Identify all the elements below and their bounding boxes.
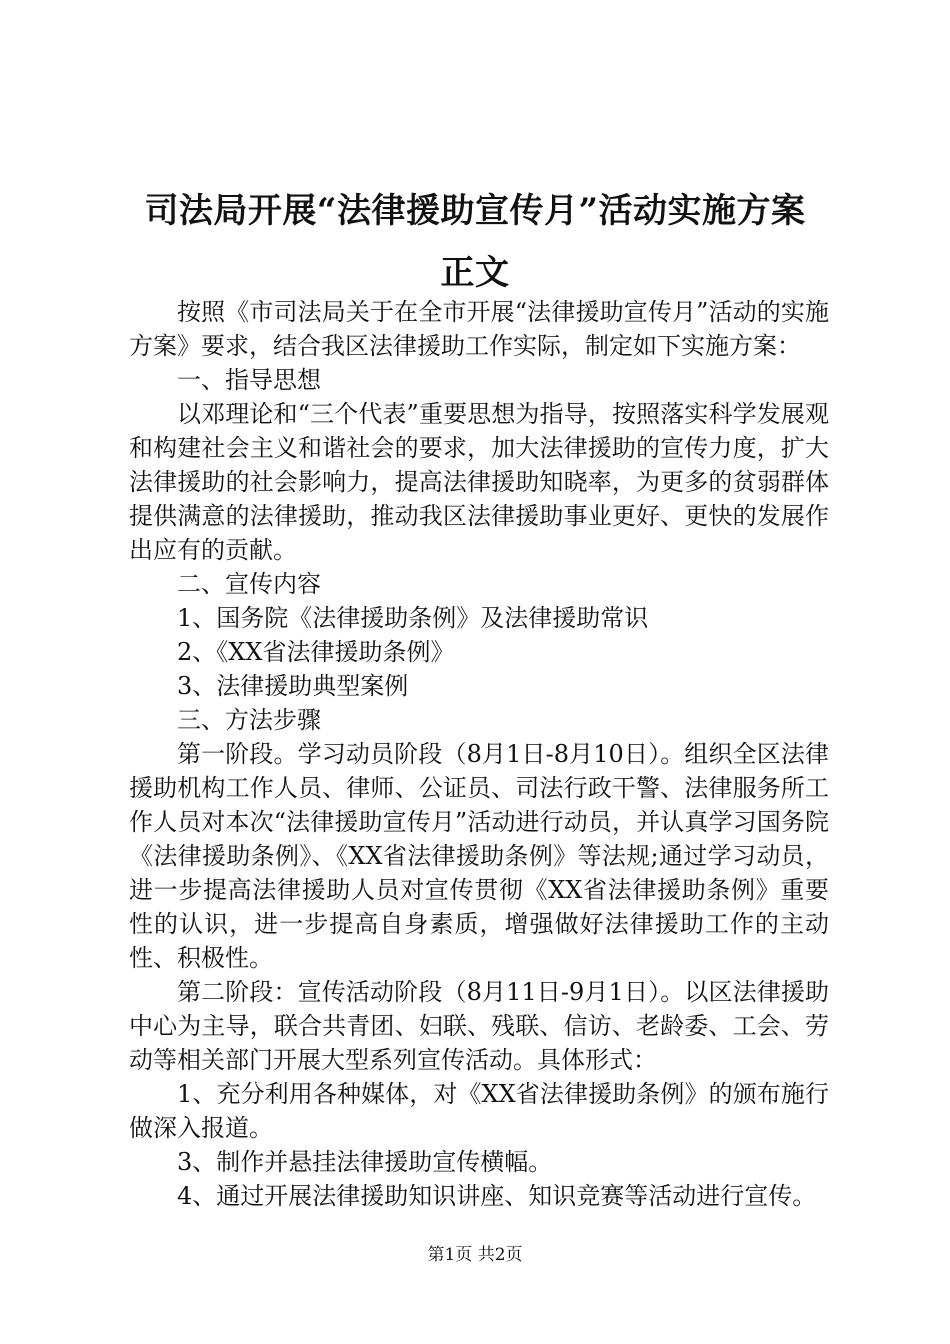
section-heading-guiding-thought: 一、指导思想 [177,366,321,394]
list-item-content-3: 3、法律援助典型案例 [177,672,409,700]
title-line-1: 司法局开展“法律援助宣传月”活动实施方案 [144,191,806,231]
document-body [129,295,829,1213]
list-item-form-4: 4、通过开展法律援助知识讲座、知识竞赛等活动进行宣传。 [177,1182,817,1210]
title-line-2: 正文 [440,253,510,293]
section-heading-steps: 三、方法步骤 [177,706,321,734]
paragraph-stage-2: 第二阶段：宣传活动阶段（8月11日-9月1日）。以区法律援助中心为主导，联合共青团、妇联、残联、信访、老龄委、工会、劳动等相关部门开展大型系列宣传活动。具体形式： [129,978,829,1074]
section-heading-content: 二、宣传内容 [177,570,321,598]
page-footer: 第1页 共2页 [427,1245,523,1265]
paragraph-guiding-thought: 以邓理论和“三个代表”重要思想为指导，按照落实科学发展观和构建社会主义和谐社会的要求，加大法律援助的宣传力度，扩大法律援助的社会影响力，提高法律援助知晓率，为更多的贫弱群体提供满意的法律援助，推动我区法律援助事业更好、更快的发展作出应有的贡献。 [129,400,829,564]
list-item-content-2: 2、《XX省法律援助条例》 [177,638,455,666]
list-item-form-3: 3、制作并悬挂法律援助宣传横幅。 [177,1148,553,1176]
list-item-form-1: 1、充分利用各种媒体，对《XX省法律援助条例》的颁布施行做深入报道。 [129,1080,829,1142]
paragraph-intro: 按照《市司法局关于在全市开展“法律援助宣传月”活动的实施方案》要求，结合我区法律援助工作实际，制定如下实施方案： [129,298,829,360]
paragraph-stage-1: 第一阶段。学习动员阶段（8月1日-8月10日）。组织全区法律援助机构工作人员、律师、公证员、司法行政干警、法律服务所工作人员对本次“法律援助宣传月”活动进行动员，并认真学习国务院《法律援助条例》、《XX省法律援助条例》等法规;通过学习动员，进一步提高法律援助人员对宣传贯彻《XX省法律援助条例》重要性的认识，进一步提高自身素质，增强做好法律援助工作的主动性、积极性。 [129,740,829,972]
document-title [60,180,890,304]
list-item-content-1: 1、国务院《法律援助条例》及法律援助常识 [177,604,649,632]
